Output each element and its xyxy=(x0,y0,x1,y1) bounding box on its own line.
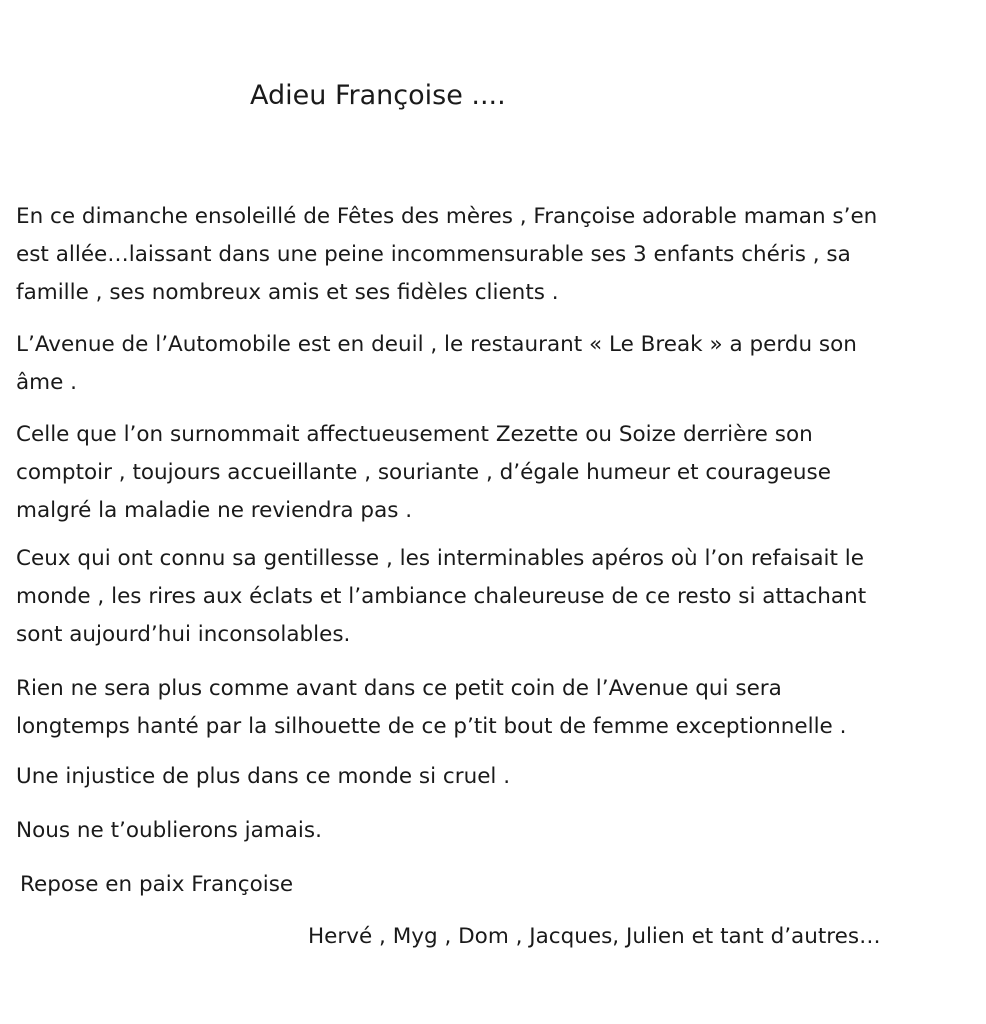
paragraph-line: Nous ne t’oublierons jamais. xyxy=(16,818,322,843)
paragraph-line: L’Avenue de l’Automobile est en deuil , le restaurant « Le Break » a perdu son xyxy=(16,332,857,357)
paragraph-line: comptoir , toujours accueillante , souriante , d’égale humeur et courageuse xyxy=(16,460,831,485)
paragraph-line: Rien ne sera plus comme avant dans ce petit coin de l’Avenue qui sera xyxy=(16,676,782,701)
paragraph-line: sont aujourd’hui inconsolables. xyxy=(16,622,351,647)
paragraph-line: famille , ses nombreux amis et ses fidèles clients . xyxy=(16,280,559,305)
document-title: Adieu Françoise .... xyxy=(250,80,506,111)
paragraph-line: En ce dimanche ensoleillé de Fêtes des mères , Françoise adorable maman s’en xyxy=(16,204,878,229)
paragraph-5 xyxy=(16,670,956,746)
paragraph-line: longtemps hanté par la silhouette de ce p’tit bout de femme exceptionnelle . xyxy=(16,714,847,739)
paragraph-line: Celle que l’on surnommait affectueusement Zezette ou Soize derrière son xyxy=(16,422,813,447)
paragraph-line: monde , les rires aux éclats et l’ambiance chaleureuse de ce resto si attachant xyxy=(16,584,867,609)
paragraph-line: malgré la maladie ne reviendra pas . xyxy=(16,498,413,523)
paragraph-1 xyxy=(16,198,956,312)
paragraph-2 xyxy=(16,326,956,402)
paragraph-6 xyxy=(16,758,956,796)
paragraph-line: Ceux qui ont connu sa gentillesse , les interminables apéros où l’on refaisait le xyxy=(16,546,864,571)
paragraph-4 xyxy=(16,540,956,654)
paragraph-line: âme . xyxy=(16,370,78,395)
paragraph-line: Une injustice de plus dans ce monde si cruel . xyxy=(16,764,511,789)
paragraph-line: Repose en paix Françoise xyxy=(20,872,294,897)
paragraph-7 xyxy=(16,812,956,850)
paragraph-line: est allée…laissant dans une peine incommensurable ses 3 enfants chéris , sa xyxy=(16,242,851,267)
signature: Hervé , Myg , Dom , Jacques, Julien et tant d’autres… xyxy=(308,924,881,949)
paragraph-3 xyxy=(16,416,956,530)
paragraph-8 xyxy=(20,866,960,904)
